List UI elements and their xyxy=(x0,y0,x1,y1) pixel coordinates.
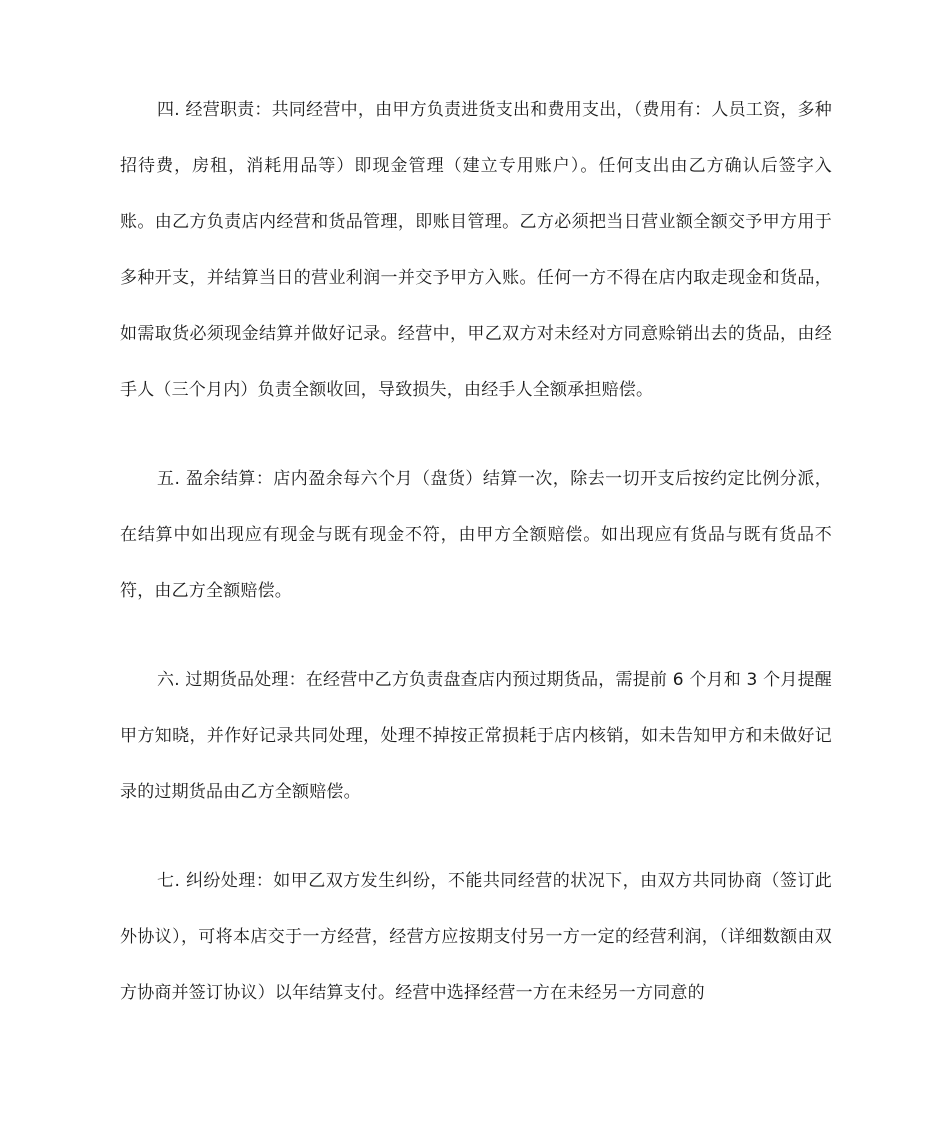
clause-5-profit-settlement: 五. 盈余结算：店内盈余每六个月（盘货）结算一次，除去一切开支后按约定比例分派，在结算中如出现应有现金与既有现金不符，由甲方全额赔偿。如出现应有货品与既有货品不符，由乙方全额赔偿。 xyxy=(120,469,832,601)
clause-7-dispute-handling: 七. 纠纷处理：如甲乙双方发生纠纷，不能共同经营的状况下，由双方共同协商（签订此外协议），可将本店交于一方经营，经营方应按期支付另一方一定的经营利润，（详细数额由双方协商并签订协议）以年结算支付。经营中选择经营一方在未经另一方同意的 xyxy=(120,871,832,1003)
clause-4-operating-duties: 四. 经营职责：共同经营中，由甲方负责进货支出和费用支出，（费用有：人员工资，多种招待费，房租，消耗用品等）即现金管理（建立专用账户）。任何支出由乙方确认后签字入账。由乙方负责店内经营和货品管理，即账目管理。乙方必须把当日营业额全额交予甲方用于多种开支，并结算当日的营业利润一并交予甲方入账。任何一方不得在店内取走现金和货品，如需取货必须现金结算并做好记录。经营中，甲乙双方对未经对方同意赊销出去的货品，由经手人（三个月内）负责全额收回，导致损失，由经手人全额承担赔偿。 xyxy=(120,100,832,400)
document-body xyxy=(120,82,832,1021)
clause-6-expired-goods: 六. 过期货品处理：在经营中乙方负责盘查店内预过期货品，需提前 6 个月和 3 个月提醒甲方知晓，并作好记录共同处理，处理不掉按正常损耗于店内核销，如未告知甲方和未做好记录的过期货品由乙方全额赔偿。 xyxy=(120,670,832,802)
